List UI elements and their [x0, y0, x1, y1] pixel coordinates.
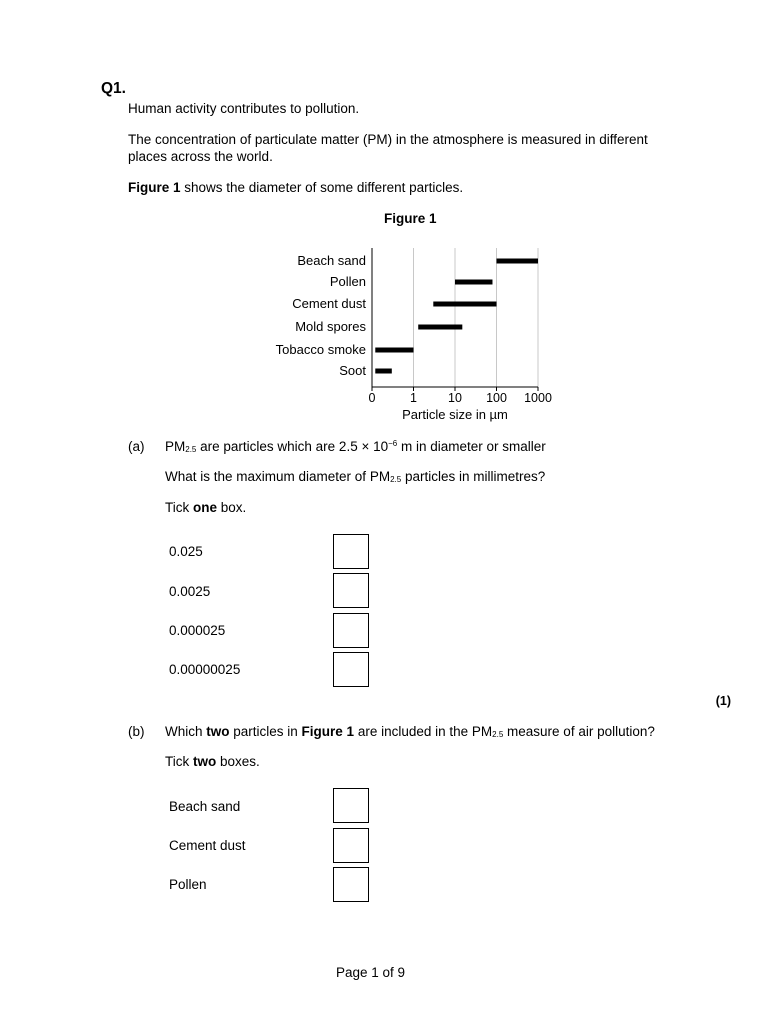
statement-mid: are particles which are 2.5 × 10	[196, 439, 389, 454]
option-pollen-checkbox[interactable]	[333, 867, 369, 902]
option-d-label: 0.00000025	[169, 662, 241, 677]
tick-pre: Tick	[165, 754, 193, 769]
part-a-label: (a)	[128, 439, 145, 454]
q-post: measure of air pollution?	[503, 724, 655, 739]
option-d-checkbox[interactable]	[333, 652, 369, 687]
question-pre: What is the maximum diameter of PM	[165, 469, 391, 484]
marks-indicator: (1)	[715, 694, 731, 708]
x-tick-label: 10	[448, 391, 462, 405]
pm-subscript: 2.5	[492, 730, 504, 739]
exponent-superscript: −6	[388, 439, 398, 448]
category-label: Tobacco smoke	[275, 342, 366, 357]
particle-size-chart	[262, 240, 562, 425]
range-bar	[375, 348, 413, 353]
q-bold-figure: Figure 1	[301, 724, 355, 739]
option-beach-sand-checkbox[interactable]	[333, 788, 369, 823]
figure-reference	[128, 180, 463, 195]
x-axis-label: Particle size in µm	[402, 407, 508, 422]
x-tick-label: 0	[368, 391, 376, 405]
tick-post: box.	[217, 500, 247, 515]
statement-end: m in diameter or smaller	[397, 439, 546, 454]
figure-ref-bold: Figure 1	[128, 180, 181, 195]
x-tick-label: 100	[486, 391, 507, 405]
range-bar	[418, 325, 462, 330]
option-a-checkbox[interactable]	[333, 534, 369, 569]
part-b-label: (b)	[128, 724, 145, 739]
figure-ref-text: shows the diameter of some different particles.	[180, 180, 464, 195]
pm-subscript: 2.5	[185, 445, 197, 454]
option-pollen-label: Pollen	[169, 877, 207, 892]
option-beach-sand-label: Beach sand	[169, 799, 241, 814]
category-label: Beach sand	[297, 253, 366, 268]
part-a-statement	[165, 439, 546, 454]
range-bar	[455, 280, 492, 285]
category-label: Soot	[339, 363, 366, 378]
question-post: particles in millimetres?	[401, 469, 546, 484]
category-label: Pollen	[329, 274, 366, 289]
option-c-label: 0.000025	[169, 623, 226, 638]
option-cement-dust-label: Cement dust	[169, 838, 246, 853]
page-number: Page 1 of 9	[336, 965, 406, 980]
range-bar	[433, 302, 496, 307]
tick-post: boxes.	[216, 754, 260, 769]
figure-title: Figure 1	[384, 211, 437, 226]
context-line-2: places across the world.	[128, 149, 273, 164]
tick-pre: Tick	[165, 500, 193, 515]
question-number: Q1.	[101, 80, 126, 97]
part-b-question	[165, 724, 655, 739]
tick-bold: one	[193, 500, 218, 515]
tick-bold: two	[193, 754, 217, 769]
option-c-checkbox[interactable]	[333, 613, 369, 648]
option-cement-dust-checkbox[interactable]	[333, 828, 369, 863]
x-tick-label: 1000	[524, 391, 552, 405]
part-a-instruction	[165, 500, 246, 515]
option-b-checkbox[interactable]	[333, 573, 369, 608]
x-tick-label: 1	[410, 391, 417, 405]
part-a-question	[165, 469, 545, 484]
category-label: Mold spores	[295, 319, 366, 334]
q-pre: Which	[165, 724, 207, 739]
option-b-label: 0.0025	[169, 584, 211, 599]
context-line-1: The concentration of particulate matter (PM) in the atmosphere is measured in different	[128, 132, 648, 147]
q-bold-two: two	[206, 724, 230, 739]
category-label: Cement dust	[292, 296, 366, 311]
pm-subscript: 2.5	[390, 475, 402, 484]
intro-text: Human activity contributes to pollution.	[128, 101, 360, 116]
range-bar	[375, 369, 392, 374]
option-a-label: 0.025	[169, 544, 203, 559]
q-mid2: are included in the PM	[354, 724, 493, 739]
q-mid: particles in	[229, 724, 302, 739]
range-bar	[497, 259, 539, 264]
part-b-instruction	[165, 754, 260, 769]
pm-text: PM	[165, 439, 186, 454]
